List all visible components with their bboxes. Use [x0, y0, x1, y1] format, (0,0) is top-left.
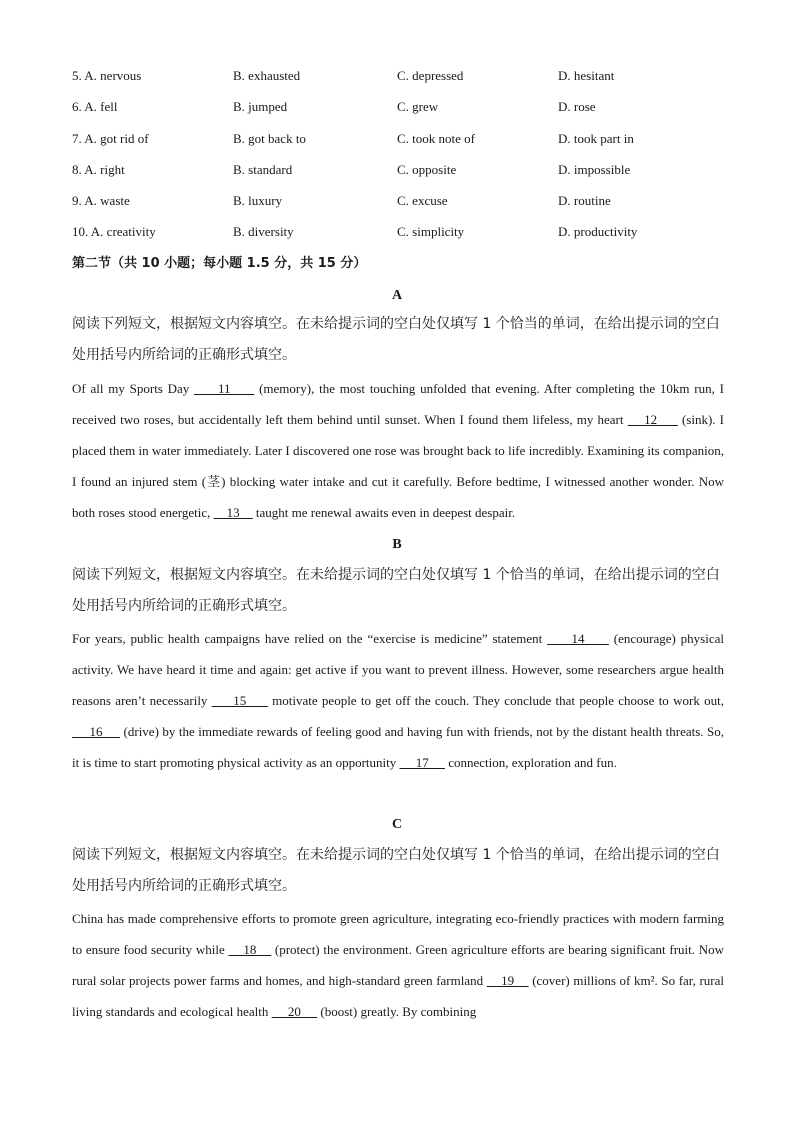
blank-11: 11 — [194, 381, 255, 396]
q8-option-a: 8. A. right — [72, 162, 125, 177]
q6-option-b: B. jumped — [233, 99, 288, 114]
q8-option-d: D. impossible — [558, 162, 631, 177]
passage-c-instruction: 阅读下列短文，根据短文内容填空。在未给提示词的空白处仅填写 1 个恰当的单词，在给出提示词的空白处用括号内所给词的正确形式填空。 — [72, 847, 720, 894]
passage-a-t1: Of all my Sports Day — [72, 381, 195, 396]
blank-14: 14 — [547, 631, 609, 646]
section-2-heading: 第二节（共 10 小题；每小题 1.5 分，共 15 分） — [72, 256, 367, 271]
blank-12: 12 — [627, 412, 678, 427]
passage-a-instruction: 阅读下列短文，根据短文内容填空。在未给提示词的空白处仅填写 1 个恰当的单词，在给出提示词的空白处用括号内所给词的正确形式填空。 — [72, 316, 720, 363]
passage-b-text — [72, 623, 724, 778]
q10-option-a: 10. A. creativity — [72, 224, 156, 239]
blank-19: 19 — [486, 973, 529, 988]
blank-15: 15 — [211, 693, 268, 708]
q9-option-d: D. routine — [558, 193, 611, 208]
q5-option-c: C. depressed — [397, 68, 464, 83]
q8-option-b: B. standard — [233, 162, 293, 177]
passage-b-t5: connection, exploration and fun. — [444, 755, 617, 770]
passage-a-letter: A — [391, 288, 403, 303]
q5-option-d: D. hesitant — [558, 68, 615, 83]
passage-a-t2: (memory), the most touching unfolded that evening. After completing the 10km run, I received two roses, but accidentally left them behind until sunset. When I found them lifeless, my heart — [72, 381, 724, 427]
q6-option-a: 6. A. fell — [72, 99, 118, 114]
q10-option-c: C. simplicity — [397, 224, 465, 239]
q7-option-c: C. took note of — [397, 131, 475, 146]
blank-13: 13 — [213, 505, 253, 520]
passage-c-t3: (cover) millions of km². So far, rural living standards and ecological health — [72, 973, 724, 1019]
blank-16: 16 — [72, 724, 121, 739]
q10-option-b: B. diversity — [233, 224, 294, 239]
passage-a-text — [72, 373, 724, 528]
passage-b-t2: (encourage) physical activity. We have heard it time and again: get active if you want to prevent illness. However, some researchers argue health reasons aren’t necessarily — [72, 631, 725, 708]
blank-17: 17 — [399, 755, 445, 770]
passage-b-t4: (drive) by the immediate rewards of feeling good and having fun with friends, not by the distant health threats. So, it is time to start promoting physical activity as an opportunity — [72, 724, 725, 770]
passage-b-letter: B — [392, 537, 402, 552]
q8-option-c: C. opposite — [397, 162, 457, 177]
q7-option-b: B. got back to — [233, 131, 306, 146]
passage-c-t2: (protect) the environment. Green agriculture efforts are bearing significant fruit. Now rural solar projects power farms and homes, and high-standard green farmland — [72, 942, 724, 988]
q10-option-d: D. productivity — [558, 224, 638, 239]
q9-option-a: 9. A. waste — [72, 193, 130, 208]
q5-option-a: 5. A. nervous — [72, 68, 142, 83]
q6-option-c: C. grew — [397, 99, 439, 114]
q7-option-d: D. took part in — [558, 131, 634, 146]
blank-20: 20 — [271, 1004, 318, 1019]
passage-a-t3: (sink). I placed them in water immediately. Later I discovered one rose was brought back to life incredibly. Examining its companion, I found an injured stem (茎) blocking water intake and cut it carefully. Before bedtime, I witnessed another wonder. Now both roses stood energetic, — [72, 412, 724, 520]
blank-18: 18 — [228, 942, 272, 957]
passage-c-t4: (boost) greatly. By combining — [317, 1004, 477, 1019]
q6-option-d: D. rose — [558, 99, 596, 114]
passage-c-letter: C — [391, 817, 403, 832]
passage-b-instruction: 阅读下列短文，根据短文内容填空。在未给提示词的空白处仅填写 1 个恰当的单词，在给出提示词的空白处用括号内所给词的正确形式填空。 — [72, 567, 720, 614]
passage-b-t3: motivate people to get off the couch. They conclude that people choose to work out, — [267, 693, 725, 708]
passage-c-text — [72, 903, 724, 1027]
q9-option-b: B. luxury — [233, 193, 283, 208]
passage-b-t1: For years, public health campaigns have relied on the “exercise is medicine” statement — [72, 631, 548, 646]
q9-option-c: C. excuse — [397, 193, 448, 208]
passage-c-t1: China has made comprehensive efforts to promote green agriculture, integrating eco-friendly practices with modern farming to ensure food security while — [72, 911, 724, 957]
passage-a-t4: taught me renewal awaits even in deepest despair. — [252, 505, 516, 520]
q5-option-b: B. exhausted — [233, 68, 301, 83]
q7-option-a: 7. A. got rid of — [72, 131, 149, 146]
